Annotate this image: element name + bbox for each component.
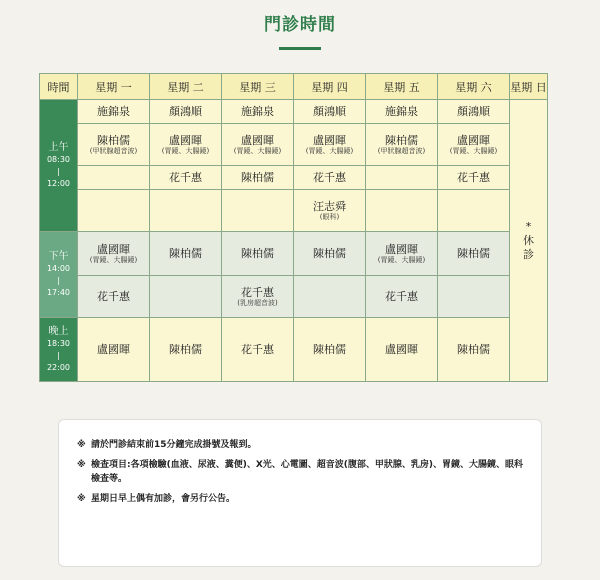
period-morning xyxy=(40,100,78,232)
doctor-name: 陳柏儒 xyxy=(313,343,346,356)
table-row xyxy=(40,100,548,124)
header-monday: 星期 一 xyxy=(78,74,150,100)
schedule-cell xyxy=(150,166,222,190)
schedule-cell xyxy=(438,190,510,232)
schedule-cell xyxy=(78,190,150,232)
service-note: (胃鏡、大腸鏡) xyxy=(233,146,282,155)
doctor-name: 花千惠 xyxy=(97,290,130,303)
schedule-cell xyxy=(438,166,510,190)
note-mark: ※ xyxy=(77,460,86,470)
doctor-name: 盧國暉 xyxy=(241,133,274,147)
service-note: (眼科) xyxy=(319,212,340,221)
doctor-name: 顏鴻順 xyxy=(313,105,346,118)
schedule-cell xyxy=(222,124,294,166)
schedule-cell xyxy=(366,232,438,276)
note-item xyxy=(77,458,523,486)
schedule-cell xyxy=(222,100,294,124)
notes-panel xyxy=(58,419,542,567)
period-name: 上午 xyxy=(48,141,69,153)
schedule-cell xyxy=(222,318,294,382)
doctor-name: 盧國暉 xyxy=(385,343,418,356)
service-note: (胃鏡、大腸鏡) xyxy=(305,146,354,155)
table-row xyxy=(40,124,548,166)
table-header-row xyxy=(40,74,548,100)
doctor-name: 陳柏儒 xyxy=(385,133,418,147)
header-thursday: 星期 四 xyxy=(294,74,366,100)
title-underline xyxy=(279,47,321,50)
schedule-cell xyxy=(150,276,222,318)
doctor-name: 花千惠 xyxy=(169,171,202,184)
service-note: (甲狀腺超音波) xyxy=(377,146,426,155)
doctor-name: 花千惠 xyxy=(313,171,346,184)
period-separator: | xyxy=(57,275,60,285)
schedule-cell xyxy=(150,124,222,166)
service-note: (甲狀腺超音波) xyxy=(89,146,138,155)
period-evening xyxy=(40,318,78,382)
schedule-cell xyxy=(150,318,222,382)
header-saturday: 星期 六 xyxy=(438,74,510,100)
clinic-schedule-table xyxy=(39,73,548,382)
schedule-cell xyxy=(438,318,510,382)
closed-text-1: 休 xyxy=(523,233,534,247)
doctor-name: 盧國暉 xyxy=(385,242,418,256)
doctor-name: 盧國暉 xyxy=(97,242,130,256)
schedule-cell xyxy=(78,318,150,382)
period-afternoon xyxy=(40,232,78,318)
doctor-name: 花千惠 xyxy=(385,290,418,303)
doctor-name: 花千惠 xyxy=(457,171,490,184)
period-separator: | xyxy=(57,350,60,360)
schedule-cell xyxy=(222,166,294,190)
period-start: 08:30 xyxy=(46,154,71,164)
note-item xyxy=(77,492,523,506)
doctor-name: 陳柏儒 xyxy=(457,247,490,260)
doctor-name: 盧國暉 xyxy=(457,133,490,147)
doctor-name: 陳柏儒 xyxy=(241,247,274,260)
doctor-name: 花千惠 xyxy=(241,343,274,356)
closed-text-2: 診 xyxy=(523,247,534,261)
note-text: 星期日早上偶有加診，會另行公告。 xyxy=(91,494,236,504)
schedule-cell xyxy=(150,100,222,124)
header-wednesday: 星期 三 xyxy=(222,74,294,100)
header-friday: 星期 五 xyxy=(366,74,438,100)
schedule-cell xyxy=(294,276,366,318)
note-mark: ※ xyxy=(77,494,86,504)
service-note: (胃鏡、大腸鏡) xyxy=(161,146,210,155)
note-mark: ※ xyxy=(77,440,86,450)
schedule-cell xyxy=(78,100,150,124)
doctor-name: 盧國暉 xyxy=(313,133,346,147)
period-name: 下午 xyxy=(48,250,69,262)
service-note: (胃鏡、大腸鏡) xyxy=(449,146,498,155)
schedule-cell xyxy=(438,100,510,124)
header-time: 時間 xyxy=(40,74,78,100)
schedule-cell xyxy=(366,190,438,232)
doctor-name: 陳柏儒 xyxy=(169,247,202,260)
period-separator: | xyxy=(57,166,60,176)
service-note: (胃鏡、大腸鏡) xyxy=(377,255,426,264)
service-note: (胃鏡、大腸鏡) xyxy=(89,255,138,264)
period-start: 14:00 xyxy=(46,263,71,273)
schedule-cell xyxy=(438,276,510,318)
doctor-name: 陳柏儒 xyxy=(241,171,274,184)
doctor-name: 施錦泉 xyxy=(97,105,130,118)
doctor-name: 盧國暉 xyxy=(169,133,202,147)
schedule-cell xyxy=(222,276,294,318)
schedule-cell xyxy=(294,190,366,232)
doctor-name: 施錦泉 xyxy=(241,105,274,118)
period-end: 22:00 xyxy=(46,362,71,372)
schedule-cell xyxy=(438,124,510,166)
closed-mark: * xyxy=(525,219,532,233)
doctor-name: 陳柏儒 xyxy=(457,343,490,356)
schedule-cell xyxy=(294,100,366,124)
schedule-cell xyxy=(294,166,366,190)
schedule-cell xyxy=(294,318,366,382)
service-note: (乳房超音波) xyxy=(237,298,278,307)
schedule-cell xyxy=(150,190,222,232)
header-sunday: 星期 日 xyxy=(510,74,548,100)
table-row xyxy=(40,318,548,382)
note-text: 請於門診結束前15分鐘完成掛號及報到。 xyxy=(91,440,257,450)
period-start: 18:30 xyxy=(46,338,71,348)
schedule-cell xyxy=(78,124,150,166)
schedule-cell xyxy=(222,190,294,232)
schedule-cell xyxy=(438,232,510,276)
doctor-name: 陳柏儒 xyxy=(169,343,202,356)
table-row xyxy=(40,276,548,318)
note-item xyxy=(77,438,523,452)
page-title: 門診時間 xyxy=(264,15,336,35)
table-row xyxy=(40,232,548,276)
schedule-cell xyxy=(78,232,150,276)
doctor-name: 陳柏儒 xyxy=(97,133,130,147)
schedule-cell xyxy=(366,100,438,124)
schedule-cell xyxy=(294,232,366,276)
doctor-name: 陳柏儒 xyxy=(313,247,346,260)
doctor-name: 花千惠 xyxy=(241,285,274,299)
header-tuesday: 星期 二 xyxy=(150,74,222,100)
doctor-name: 盧國暉 xyxy=(97,343,130,356)
sunday-closed xyxy=(510,100,548,382)
doctor-name: 顏鴻順 xyxy=(457,105,490,118)
doctor-name: 施錦泉 xyxy=(385,105,418,118)
schedule-cell xyxy=(366,276,438,318)
schedule-cell xyxy=(78,276,150,318)
schedule-cell xyxy=(78,166,150,190)
schedule-cell xyxy=(294,124,366,166)
doctor-name: 顏鴻順 xyxy=(169,105,202,118)
period-end: 12:00 xyxy=(46,178,71,188)
period-name: 晚上 xyxy=(48,325,69,337)
schedule-cell xyxy=(366,166,438,190)
doctor-name: 汪志舜 xyxy=(313,199,346,213)
schedule-cell xyxy=(366,318,438,382)
schedule-cell xyxy=(366,124,438,166)
period-end: 17:40 xyxy=(46,287,71,297)
schedule-cell xyxy=(150,232,222,276)
table-row xyxy=(40,166,548,190)
schedule-cell xyxy=(222,232,294,276)
table-row xyxy=(40,190,548,232)
note-text: 檢查項目:各項檢驗(血液、尿液、糞便)、X光、心電圖、超音波(腹部、甲狀腺、乳房)、胃鏡、大腸鏡、眼科檢查等。 xyxy=(91,460,523,484)
